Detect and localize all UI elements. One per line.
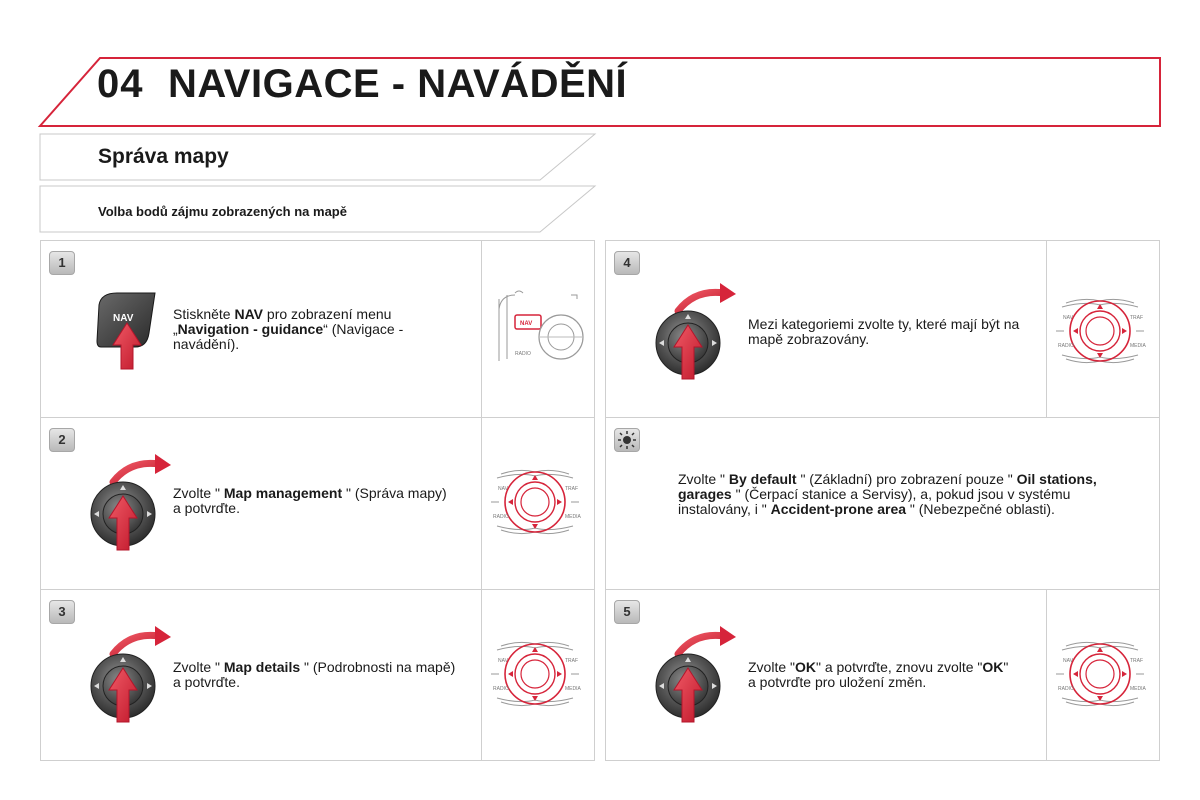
svg-text:NAV: NAV [1063,658,1073,664]
svg-text:TRAF: TRAF [565,486,579,492]
step-1-panel [40,240,595,418]
svg-text:RADIO: RADIO [515,351,531,357]
panel-divider [481,418,482,589]
control-panel-illustration [1054,638,1148,710]
svg-text:NAV: NAV [498,658,508,664]
step-3-text: Zvolte " Map details " (Podrobnosti na mapě) a potvrďte. [173,659,456,690]
svg-text:MEDIA: MEDIA [565,686,581,692]
nav-button-label: NAV [113,313,134,324]
section-frames [0,128,620,240]
nav-button-icon [91,287,166,377]
section-title: Správa mapy [98,145,229,168]
step-2-text: Zvolte " Map management " (Správa mapy) a potvrďte. [173,485,447,516]
svg-text:NAV: NAV [520,321,533,327]
svg-text:TRAF: TRAF [1130,315,1144,321]
rotary-knob-icon [650,624,740,728]
svg-text:NAV: NAV [498,486,508,492]
step-number-badge: 4 [614,251,640,275]
svg-text:RADIO: RADIO [493,514,509,520]
tip-text: Zvolte " By default " (Základní) pro zobrazení pouze " Oil stations, garages " (Čerpací stanice a Servisy), a, pokud jsou v systému instalovány, i " Accident-prone area " (Nebezpečné oblasti). [678,471,1097,517]
tip-panel [605,417,1160,590]
subsection-title: Volba bodů zájmu zobrazených na mapě [98,204,347,219]
step-3-panel [40,589,595,761]
step-5-panel [605,589,1160,761]
nav-panel-illustration [493,289,585,369]
step-number-badge: 1 [49,251,75,275]
svg-text:MEDIA: MEDIA [1130,343,1146,349]
step-4-panel [605,240,1160,418]
chapter-title: NAVIGACE - NAVÁDĚNÍ [168,62,628,106]
rotary-knob-icon [85,452,175,556]
panel-divider [481,241,482,417]
step-5-text: Zvolte "OK" a potvrďte, znovu zvolte "OK" a potvrďte pro uložení změn. [748,659,1009,690]
svg-text:NAV: NAV [1063,315,1073,321]
step-number-badge: 2 [49,428,75,452]
control-panel-illustration [1054,295,1148,367]
step-2-panel [40,417,595,590]
panel-divider [481,590,482,760]
step-number-badge: 5 [614,600,640,624]
panel-divider [1046,241,1047,417]
svg-text:RADIO: RADIO [1058,686,1074,692]
control-panel-illustration [489,638,583,710]
control-panel-illustration [489,466,583,538]
rotary-knob-icon [85,624,175,728]
step-1-text: Stiskněte NAV pro zobrazení menu „Navigation - guidance“ (Navigace - navádění). [173,306,404,352]
lightbulb-icon [614,428,640,452]
chapter-number: 04 [97,62,144,106]
svg-text:TRAF: TRAF [565,658,579,664]
svg-text:MEDIA: MEDIA [565,514,581,520]
step-number-badge: 3 [49,600,75,624]
panel-divider [1046,590,1047,760]
chapter-header [0,0,1200,140]
svg-text:RADIO: RADIO [1058,343,1074,349]
svg-text:RADIO: RADIO [493,686,509,692]
step-4-text: Mezi kategoriemi zvolte ty, které mají být na mapě zobrazovány. [748,316,1020,347]
svg-text:TRAF: TRAF [1130,658,1144,664]
rotary-knob-icon [650,281,740,385]
svg-text:MEDIA: MEDIA [1130,686,1146,692]
